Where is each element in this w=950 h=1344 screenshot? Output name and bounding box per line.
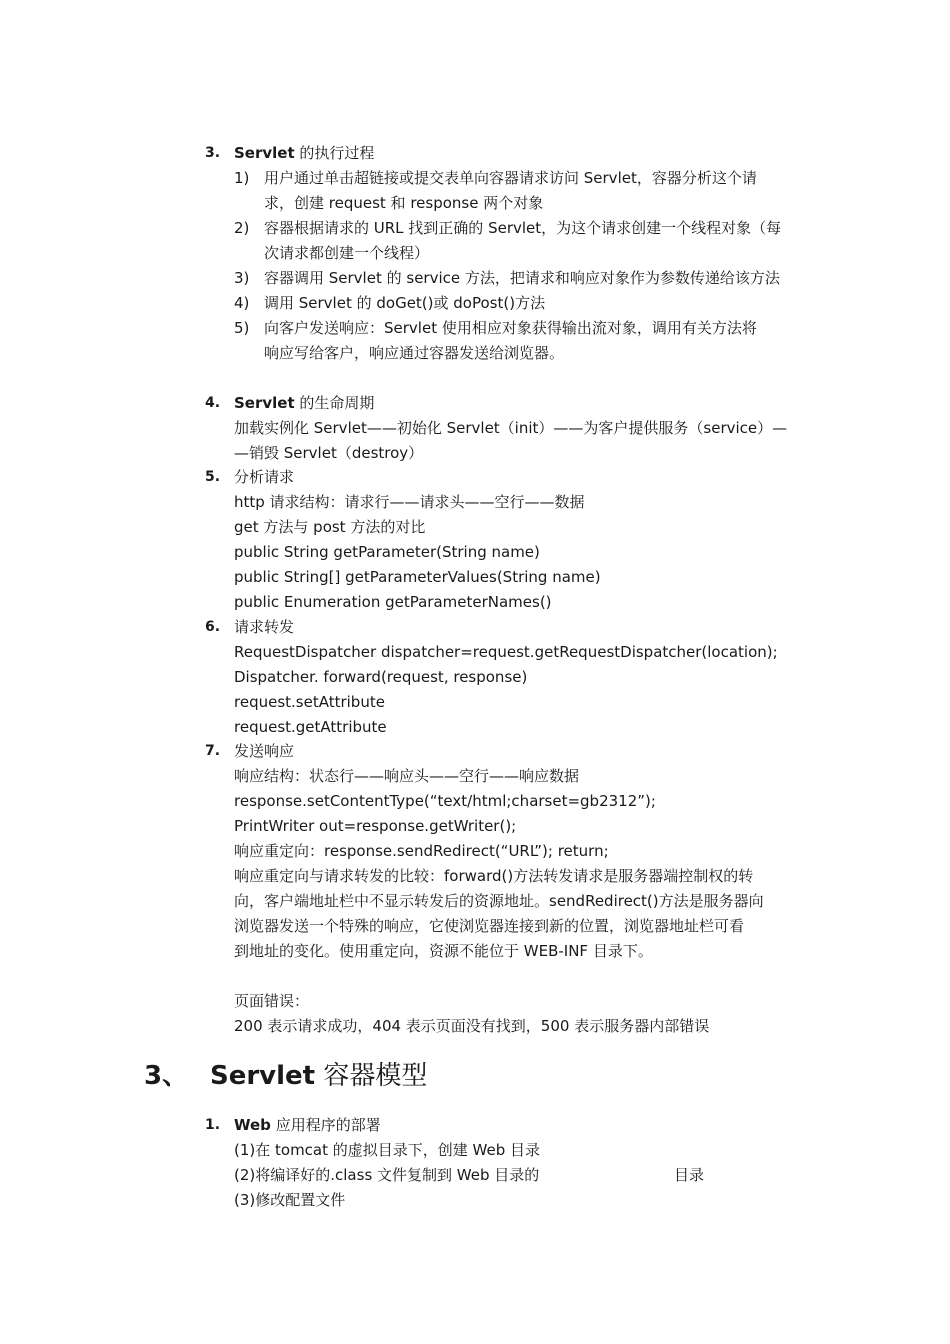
chapter-heading <box>144 1058 427 1094</box>
section-number: 6. <box>205 619 221 635</box>
error-title: 页面错误： <box>234 992 310 1010</box>
list-item-number: 4) <box>234 294 250 312</box>
code-line: public String[] getParameterValues(String name) <box>234 568 601 586</box>
list-item-number: 5) <box>234 319 250 337</box>
title-bold: Servlet <box>234 394 295 412</box>
list-item-text: 调用 Servlet 的 doGet()或 doPost()方法 <box>264 294 546 312</box>
body-line: —销毁 Servlet（destroy） <box>234 444 424 462</box>
list-item-text: 求，创建 request 和 response 两个对象 <box>264 194 544 212</box>
code-line: request.setAttribute <box>234 693 385 711</box>
code-line: RequestDispatcher dispatcher=request.getRequestDispatcher(location); <box>234 643 778 661</box>
section-number: 3. <box>205 145 221 161</box>
title-bold: Servlet <box>234 144 295 162</box>
body-line: 响应重定向与请求转发的比较：forward()方法转发请求是服务器端控制权的转 <box>234 867 754 885</box>
section-title: 发送响应 <box>234 742 295 760</box>
list-item-text: 向客户发送响应：Servlet 使用相应对象获得输出流对象，调用有关方法将 <box>264 319 757 337</box>
code-line: public Enumeration getParameterNames() <box>234 593 552 611</box>
body-line: 加载实例化 Servlet——初始化 Servlet（init）——为客户提供服务（service）— <box>234 419 788 437</box>
body-line: (2)将编译好的.class 文件复制到 Web 目录的 <box>234 1166 540 1184</box>
section-number: 7. <box>205 743 221 759</box>
body-line: (1)在 tomcat 的虚拟目录下，创建 Web 目录 <box>234 1141 541 1159</box>
chapter-title-rest: 容器模型 <box>315 1061 428 1091</box>
list-item-text: 次请求都创建一个线程） <box>264 244 430 262</box>
code-line: public String getParameter(String name) <box>234 543 540 561</box>
title-rest: 应用程序的部署 <box>270 1116 381 1134</box>
body-line: 向，客户端地址栏中不显示转发后的资源地址。sendRedirect()方法是服务器向 <box>234 892 764 910</box>
body-line: 到地址的变化。使用重定向，资源不能位于 WEB-INF 目录下。 <box>234 942 653 960</box>
body-line: 浏览器发送一个特殊的响应，它使浏览器连接到新的位置，浏览器地址栏可看 <box>234 917 745 935</box>
title-rest: 的生命周期 <box>294 394 375 412</box>
chapter-title-bold: Servlet <box>210 1061 316 1091</box>
body-line: 响应重定向：response.sendRedirect(“URL”); return; <box>234 842 609 860</box>
code-line: response.setContentType(“text/html;charset=gb2312”); <box>234 792 656 810</box>
body-line: (3)修改配置文件 <box>234 1191 346 1209</box>
title-rest: 的执行过程 <box>294 144 375 162</box>
body-line: 响应结构：状态行——响应头——空行——响应数据 <box>234 767 580 785</box>
list-item-text: 用户通过单击超链接或提交表单向容器请求访问 Servlet，容器分析这个请 <box>264 169 757 187</box>
section-title <box>234 392 374 414</box>
list-item-text: 容器根据请求的 URL 找到正确的 Servlet，为这个请求创建一个线程对象（每 <box>264 219 782 237</box>
code-line: request.getAttribute <box>234 718 387 736</box>
body-line-tail: 目录 <box>674 1166 705 1184</box>
section-title <box>234 142 374 164</box>
title-bold: Web <box>234 1116 271 1134</box>
list-item-number: 2) <box>234 219 250 237</box>
list-item-text: 响应写给客户，响应通过容器发送给浏览器。 <box>264 344 565 362</box>
section-number: 4. <box>205 395 221 411</box>
list-item-number: 1) <box>234 169 250 187</box>
section-number: 5. <box>205 469 221 485</box>
list-item-number: 3) <box>234 269 250 287</box>
section-title <box>234 1114 381 1136</box>
section-title: 分析请求 <box>234 468 295 486</box>
error-line: 200 表示请求成功，404 表示页面没有找到，500 表示服务器内部错误 <box>234 1017 710 1035</box>
list-item-text: 容器调用 Servlet 的 service 方法，把请求和响应对象作为参数传递给该方法 <box>264 269 780 287</box>
body-line: get 方法与 post 方法的对比 <box>234 518 426 536</box>
section-number: 1. <box>205 1117 221 1133</box>
chapter-number: 3、 <box>144 1061 189 1091</box>
body-line: http 请求结构：请求行——请求头——空行——数据 <box>234 493 585 511</box>
code-line: PrintWriter out=response.getWriter(); <box>234 817 517 835</box>
code-line: Dispatcher. forward(request, response) <box>234 668 528 686</box>
section-title: 请求转发 <box>234 618 295 636</box>
